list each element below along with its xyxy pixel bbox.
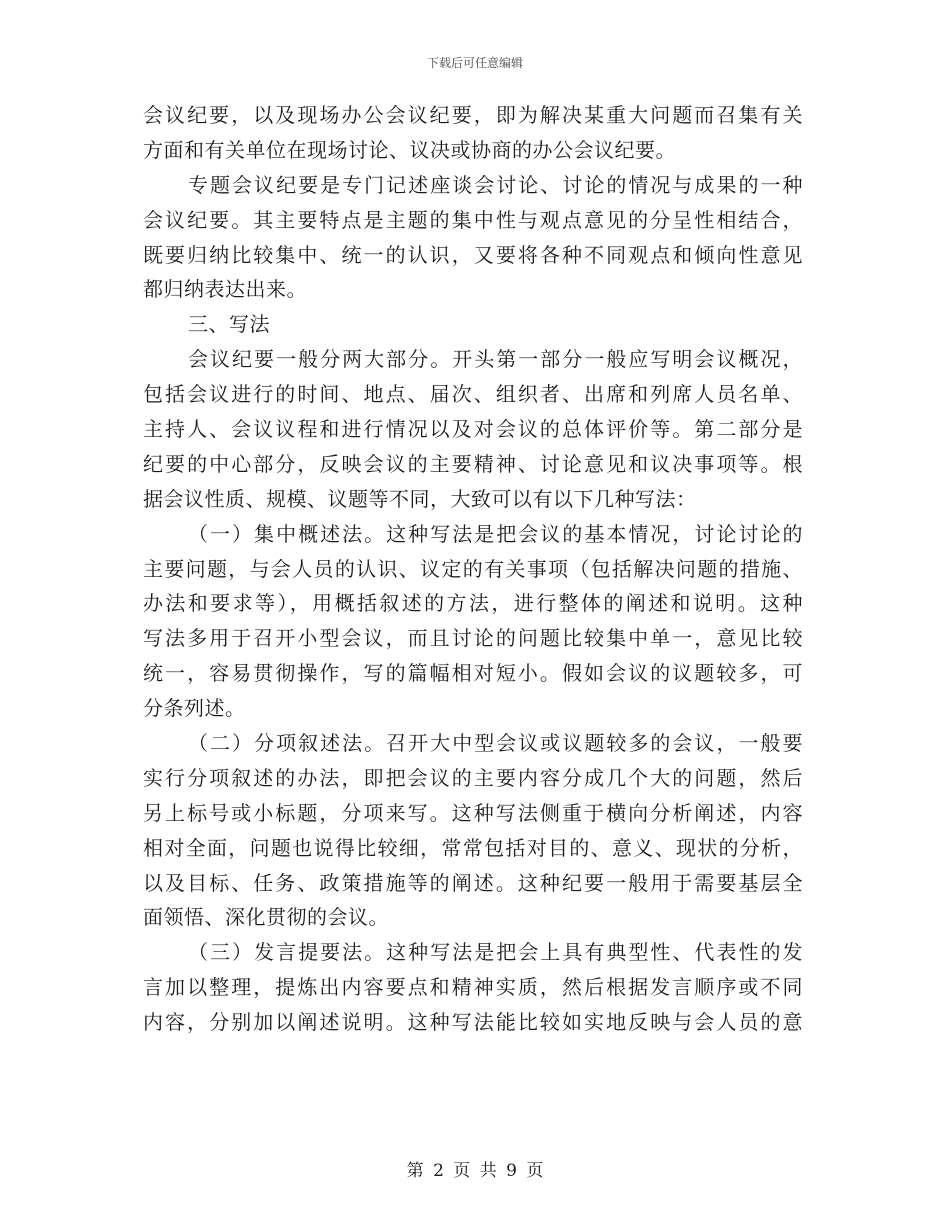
text-line: 会议纪要。其主要特点是主题的集中性与观点意见的分呈性相结合，: [143, 207, 803, 232]
text-line: 统一，容易贯彻操作，写的篇幅相对短小。假如会议的议题较多，可: [143, 661, 803, 686]
text-line: 据会议性质、规模、议题等不同，大致可以有以下几种写法：: [143, 486, 697, 511]
text-line: 会议纪要，以及现场办公会议纪要，即为解决某重大问题而召集有关: [143, 103, 803, 127]
text-line: 以及目标、任务、政策措施等的阐述。这种纪要一般用于需要基层全: [143, 870, 803, 895]
text-line: （二）分项叙述法。召开大中型会议或议题较多的会议，一般要: [188, 731, 803, 756]
page-number-footer: 第 2 页 共 9 页: [406, 1161, 544, 1181]
text-line: 内容，分别加以阐述说明。这种写法能比较如实地反映与会人员的意: [143, 1010, 803, 1035]
text-line: 另上标号或小标题，分项来写。这种写法侧重于横向分析阐述，内容: [143, 800, 803, 825]
text-line: 主持人、会议议程和进行情况以及对会议的总体评价等。第二部分是: [143, 417, 803, 442]
text-line: 方面和有关单位在现场讨论、议决或协商的办公会议纪要。: [143, 137, 676, 162]
text-line: （一）集中概述法。这种写法是把会议的基本情况，讨论讨论的: [188, 521, 803, 546]
text-line: 纪要的中心部分，反映会议的主要精神、讨论意见和议决事项等。根: [143, 451, 803, 476]
document-body: [143, 98, 803, 1040]
text-line: 相对全面，问题也说得比较细，常常包括对目的、意义、现状的分析，: [143, 835, 803, 860]
text-line: 都归纳表达出来。: [143, 277, 307, 302]
text-line: 实行分项叙述的办法，即把会议的主要内容分成几个大的问题，然后: [143, 765, 803, 790]
text-line: 既要归纳比较集中、统一的认识，又要将各种不同观点和倾向性意见: [143, 242, 803, 267]
text-line: 办法和要求等），用概括叙述的方法，进行整体的阐述和说明。这种: [143, 591, 803, 616]
text-line: 面领悟、深化贯彻的会议。: [143, 905, 389, 930]
page-header-note: 下载后可任意编辑: [426, 56, 523, 70]
text-line: （三）发言提要法。这种写法是把会上具有典型性、代表性的发: [188, 940, 803, 965]
text-line: 主要问题，与会人员的认识、议定的有关事项（包括解决问题的措施、: [143, 556, 803, 581]
text-line: 分条列述。: [143, 696, 246, 721]
text-line: 言加以整理，提炼出内容要点和精神实质，然后根据发言顺序或不同: [143, 975, 803, 1000]
text-line: 写法多用于召开小型会议，而且讨论的问题比较集中单一，意见比较: [143, 626, 803, 651]
text-line: 三、写法: [188, 312, 270, 337]
text-line: 包括会议进行的时间、地点、届次、组织者、出席和列席人员名单、: [143, 382, 803, 407]
text-line: 会议纪要一般分两大部分。开头第一部分一般应写明会议概况，: [188, 347, 803, 372]
text-line: 专题会议纪要是专门记述座谈会讨论、讨论的情况与成果的一种: [188, 172, 803, 197]
